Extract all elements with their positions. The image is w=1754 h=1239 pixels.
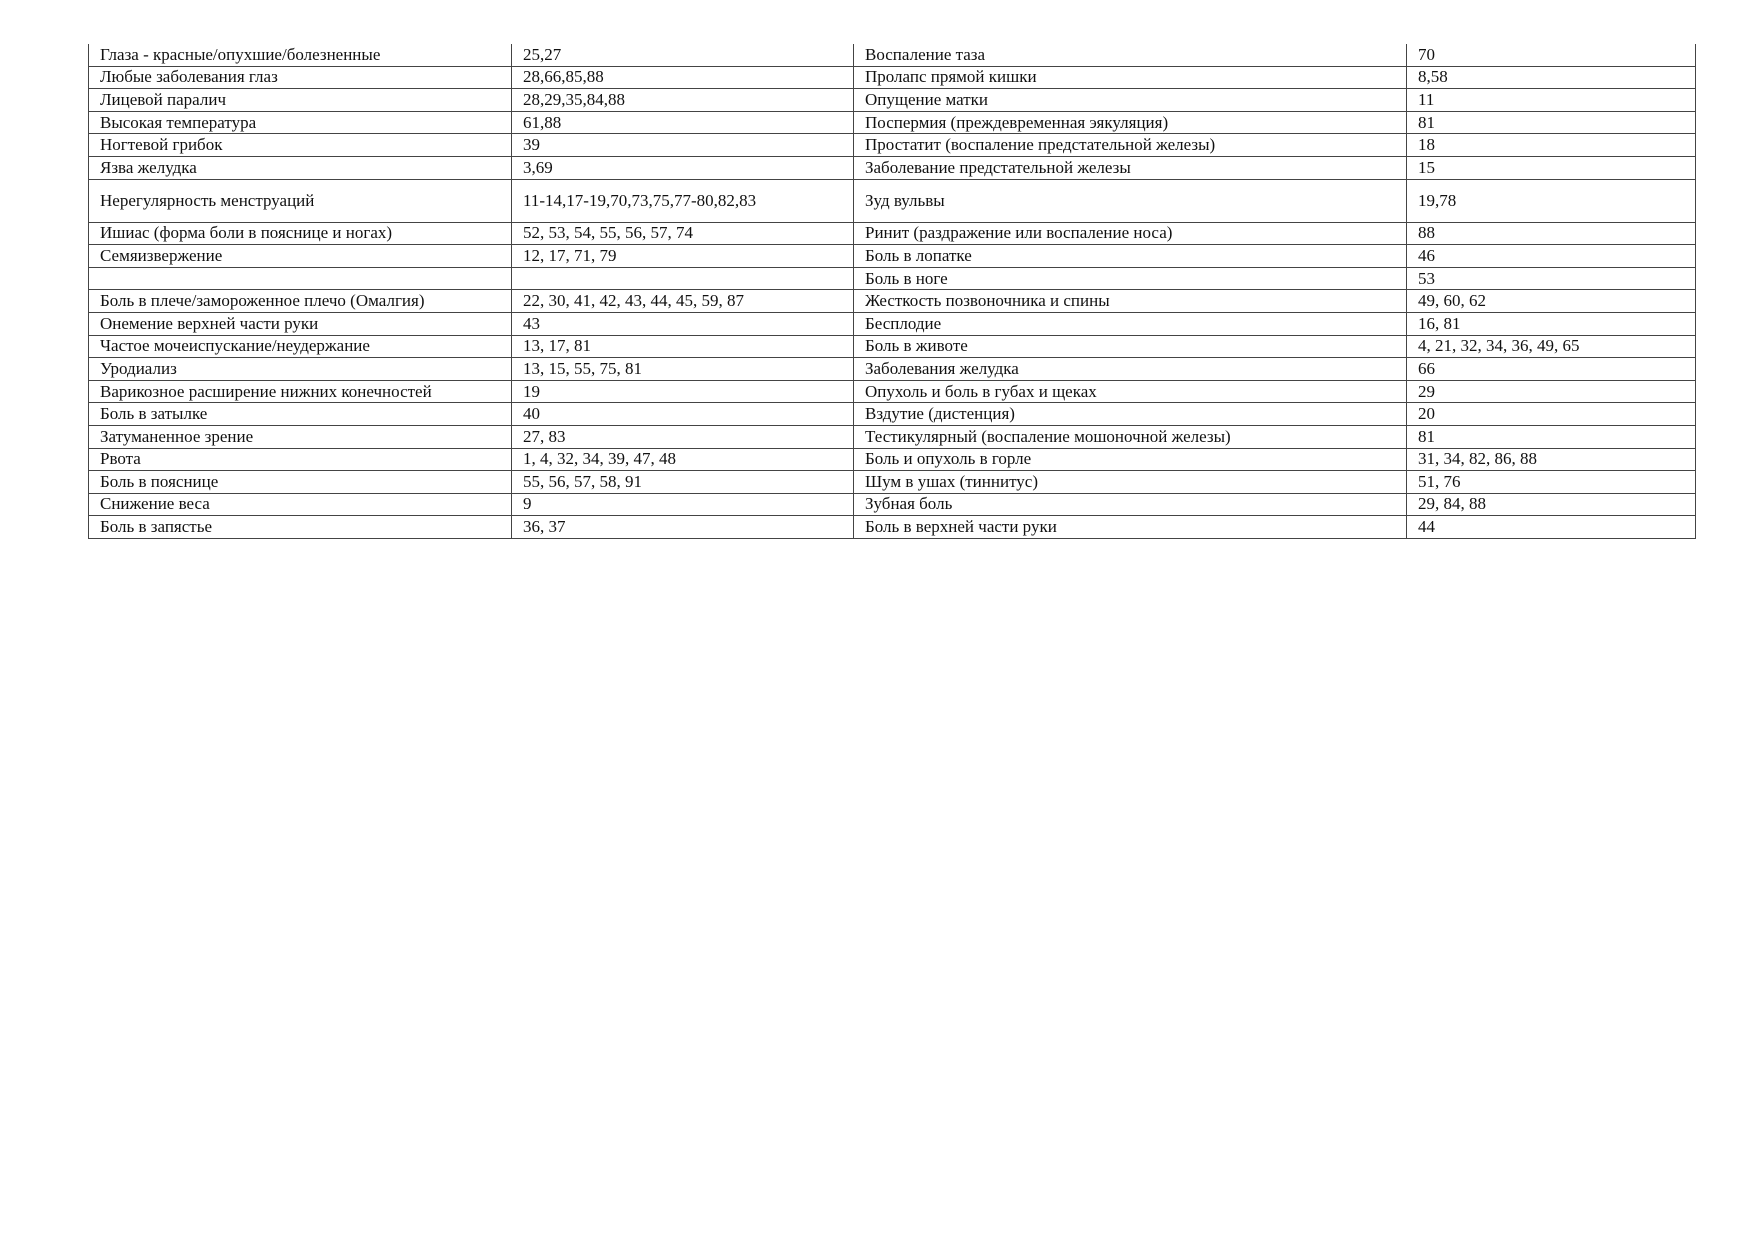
points-cell: 20: [1407, 403, 1696, 426]
points-cell: 81: [1407, 111, 1696, 134]
points-cell: 39: [512, 134, 854, 157]
points-cell: 46: [1407, 245, 1696, 268]
points-cell: 16, 81: [1407, 312, 1696, 335]
points-cell: 29, 84, 88: [1407, 493, 1696, 516]
points-cell: 28,66,85,88: [512, 66, 854, 89]
table-row: [89, 156, 1696, 179]
symptom-cell: Боль в затылке: [89, 403, 512, 426]
points-cell: 70: [1407, 44, 1696, 66]
symptom-cell: Ишиас (форма боли в пояснице и ногах): [89, 222, 512, 245]
table-row: [89, 425, 1696, 448]
points-cell: 9: [512, 493, 854, 516]
table-row: [89, 111, 1696, 134]
table-row: [89, 134, 1696, 157]
points-cell: 29: [1407, 380, 1696, 403]
points-cell: 18: [1407, 134, 1696, 157]
points-cell: 1, 4, 32, 34, 39, 47, 48: [512, 448, 854, 471]
symptom-cell: Зуд вульвы: [854, 179, 1407, 222]
symptom-cell: Боль и опухоль в горле: [854, 448, 1407, 471]
points-cell: 15: [1407, 156, 1696, 179]
points-cell: 52, 53, 54, 55, 56, 57, 74: [512, 222, 854, 245]
table-row: [89, 267, 1696, 290]
points-cell: 25,27: [512, 44, 854, 66]
points-cell: 55, 56, 57, 58, 91: [512, 471, 854, 494]
points-cell: 66: [1407, 358, 1696, 381]
symptom-cell: Ногтевой грибок: [89, 134, 512, 157]
symptom-cell: Уродиализ: [89, 358, 512, 381]
table-row: [89, 516, 1696, 539]
symptom-cell: Бесплодие: [854, 312, 1407, 335]
symptom-cell: Боль в животе: [854, 335, 1407, 358]
points-cell: 11-14,17-19,70,73,75,77-80,82,83: [512, 179, 854, 222]
table-row: [89, 471, 1696, 494]
points-cell: 19: [512, 380, 854, 403]
points-cell: 3,69: [512, 156, 854, 179]
points-cell: 12, 17, 71, 79: [512, 245, 854, 268]
table-row: [89, 245, 1696, 268]
symptom-cell: Боль в запястье: [89, 516, 512, 539]
table-row: [89, 179, 1696, 222]
symptom-cell: Снижение веса: [89, 493, 512, 516]
symptom-cell: Опущение матки: [854, 89, 1407, 112]
table-row: [89, 89, 1696, 112]
table-body: [89, 44, 1696, 538]
symptom-cell: Боль в верхней части руки: [854, 516, 1407, 539]
symptom-cell: Тестикулярный (воспаление мошоночной железы): [854, 425, 1407, 448]
points-cell: 43: [512, 312, 854, 335]
symptom-cell: Онемение верхней части руки: [89, 312, 512, 335]
symptom-cell: Лицевой паралич: [89, 89, 512, 112]
points-cell: 53: [1407, 267, 1696, 290]
points-cell: 49, 60, 62: [1407, 290, 1696, 313]
table-row: [89, 380, 1696, 403]
symptom-cell: Боль в плече/замороженное плечо (Омалгия): [89, 290, 512, 313]
table-row: [89, 335, 1696, 358]
symptom-cell: Вздутие (дистенция): [854, 403, 1407, 426]
symptom-cell: Нерегулярность менструаций: [89, 179, 512, 222]
points-cell: 36, 37: [512, 516, 854, 539]
symptom-cell: Высокая температура: [89, 111, 512, 134]
symptom-cell: Боль в ноге: [854, 267, 1407, 290]
points-cell: 81: [1407, 425, 1696, 448]
symptom-cell: Простатит (воспаление предстательной железы): [854, 134, 1407, 157]
table-row: [89, 448, 1696, 471]
points-cell: 44: [1407, 516, 1696, 539]
symptom-cell: Глаза - красные/опухшие/болезненные: [89, 44, 512, 66]
symptom-cell: Язва желудка: [89, 156, 512, 179]
symptom-cell: Ринит (раздражение или воспаление носа): [854, 222, 1407, 245]
symptom-cell: Зубная боль: [854, 493, 1407, 516]
symptom-cell: Заболевания желудка: [854, 358, 1407, 381]
points-cell: 88: [1407, 222, 1696, 245]
symptom-cell: Опухоль и боль в губах и щеках: [854, 380, 1407, 403]
points-cell: 19,78: [1407, 179, 1696, 222]
symptom-cell: Шум в ушах (тиннитус): [854, 471, 1407, 494]
symptom-cell: Затуманенное зрение: [89, 425, 512, 448]
points-cell: 31, 34, 82, 86, 88: [1407, 448, 1696, 471]
table-row: [89, 222, 1696, 245]
points-cell: 4, 21, 32, 34, 36, 49, 65: [1407, 335, 1696, 358]
table-row: [89, 290, 1696, 313]
points-cell: 51, 76: [1407, 471, 1696, 494]
table-row: [89, 312, 1696, 335]
table-row: [89, 66, 1696, 89]
symptom-cell: Воспаление таза: [854, 44, 1407, 66]
points-cell: 61,88: [512, 111, 854, 134]
symptom-cell: Семяизвержение: [89, 245, 512, 268]
points-cell: [512, 267, 854, 290]
points-cell: 22, 30, 41, 42, 43, 44, 45, 59, 87: [512, 290, 854, 313]
table-row: [89, 44, 1696, 66]
points-cell: 27, 83: [512, 425, 854, 448]
symptom-cell: Частое мочеиспускание/неудержание: [89, 335, 512, 358]
symptom-cell: Боль в пояснице: [89, 471, 512, 494]
symptom-cell: Жесткость позвоночника и спины: [854, 290, 1407, 313]
points-cell: 13, 15, 55, 75, 81: [512, 358, 854, 381]
symptom-cell: [89, 267, 512, 290]
table-row: [89, 403, 1696, 426]
symptom-cell: Пролапс прямой кишки: [854, 66, 1407, 89]
points-cell: 13, 17, 81: [512, 335, 854, 358]
symptom-cell: Варикозное расширение нижних конечностей: [89, 380, 512, 403]
symptom-cell: Рвота: [89, 448, 512, 471]
symptom-cell: Поспермия (преждевременная эякуляция): [854, 111, 1407, 134]
symptom-cell: Заболевание предстательной железы: [854, 156, 1407, 179]
table-row: [89, 493, 1696, 516]
points-cell: 40: [512, 403, 854, 426]
points-cell: 8,58: [1407, 66, 1696, 89]
symptom-points-table: [88, 44, 1696, 539]
points-cell: 11: [1407, 89, 1696, 112]
table-row: [89, 358, 1696, 381]
symptom-cell: Любые заболевания глаз: [89, 66, 512, 89]
points-cell: 28,29,35,84,88: [512, 89, 854, 112]
symptom-cell: Боль в лопатке: [854, 245, 1407, 268]
